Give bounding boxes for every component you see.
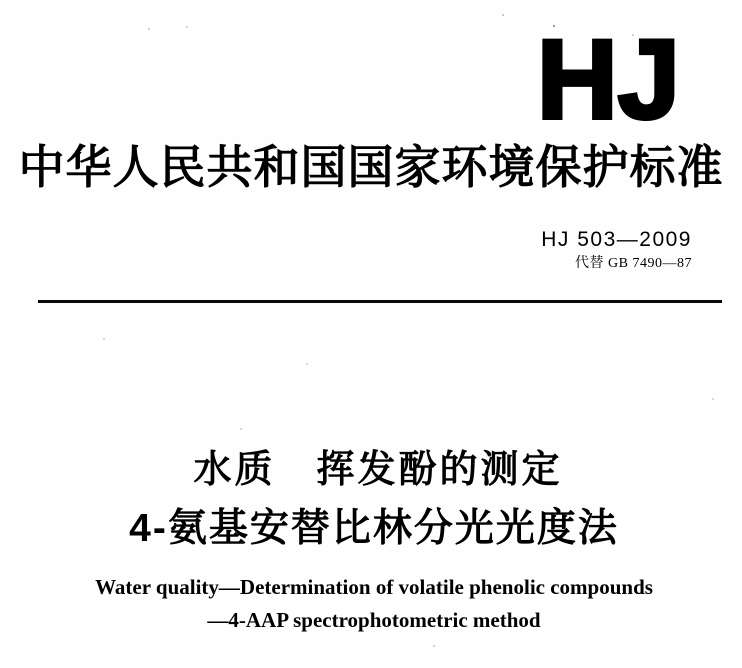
replaces-note: 代替 GB 7490—87 xyxy=(575,256,692,272)
standard-org-title: 中华人民共和国国家环境保护标准 xyxy=(18,142,724,193)
standard-number: HJ 503—2009 xyxy=(541,228,692,251)
standard-number-block xyxy=(541,228,692,271)
title-cn-line1: 水质 挥发酚的测定 xyxy=(193,449,563,491)
title-cn-line2: 4-氨基安替比林分光光度法 xyxy=(129,507,619,550)
title-en-line1: Water quality—Determination of volatile phenolic compounds xyxy=(95,575,653,599)
title-en-line2: —4-AAP spectrophotometric method xyxy=(207,608,541,632)
hj-logo: HJ xyxy=(536,17,680,142)
divider-line xyxy=(38,300,722,303)
scan-noise xyxy=(0,0,2,2)
